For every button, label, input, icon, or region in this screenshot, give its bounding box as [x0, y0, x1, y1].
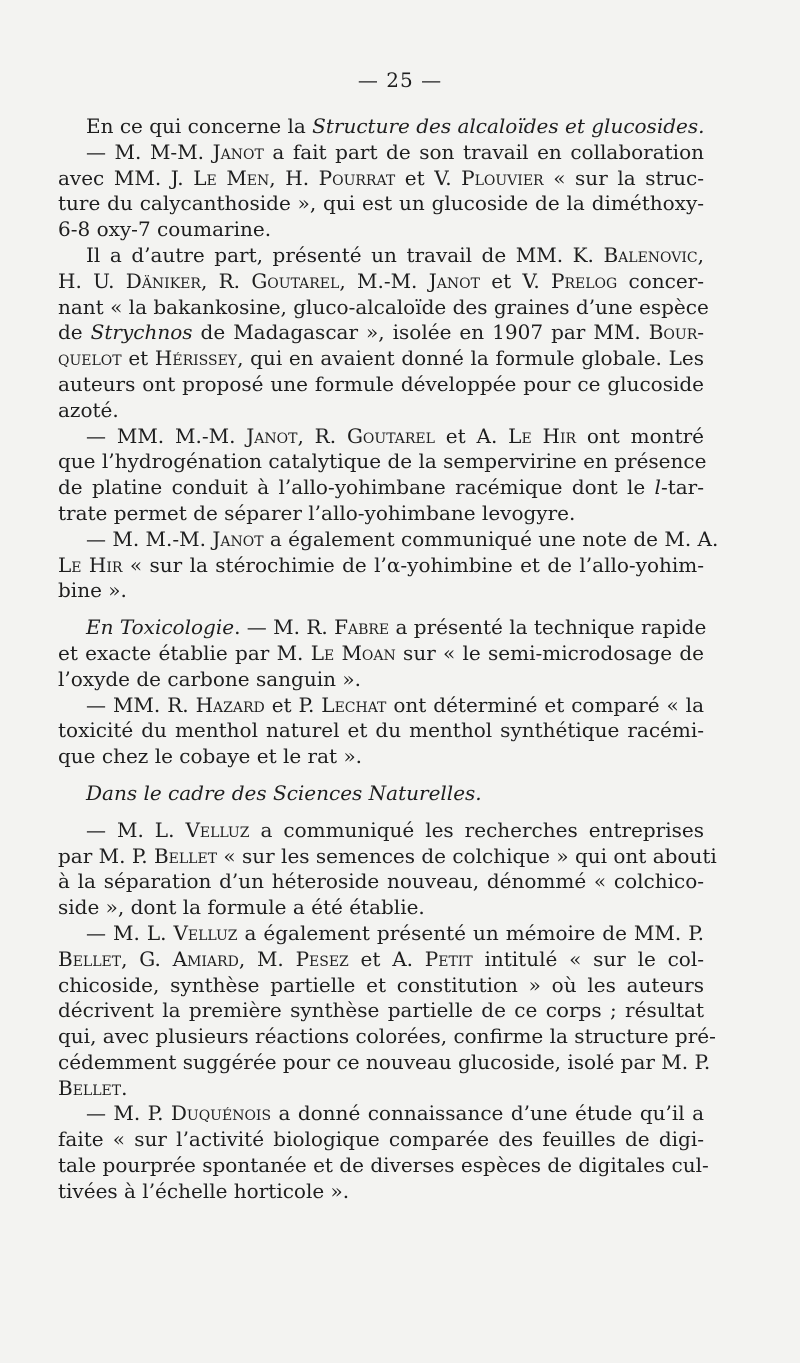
text-run: auteurs ont proposé une formule développée pour ce glucoside: [58, 371, 704, 396]
text-run: de Madagascar », isolée en 1907 par MM.: [192, 320, 649, 345]
text-line: [58, 526, 719, 553]
text-run: que l’hydrogénation catalytique de la sempervirine en présence: [58, 449, 707, 474]
text-line: [58, 947, 704, 973]
text-run: intitulé « sur le col-: [472, 946, 705, 971]
text-run: que chez le cobaye et le rat ».: [58, 744, 363, 769]
text-run: et V.: [395, 165, 462, 190]
author-name: quelot: [58, 346, 122, 371]
text-run: et A.: [434, 423, 509, 448]
author-name: Le Men: [193, 165, 270, 190]
text-run: « sur les semences de colchique » qui ont abouti: [217, 843, 717, 868]
text-run: et V.: [479, 268, 552, 293]
author-name: Petit: [424, 946, 473, 971]
text-run: par M. P.: [58, 843, 154, 868]
text-line: [58, 615, 707, 641]
text-run: — MM. R.: [86, 692, 196, 717]
text-run: qui, avec plusieurs réactions colorées, confirme la structure pré-: [58, 1024, 716, 1049]
text-run: et exacte établie par M.: [58, 640, 311, 665]
author-name: Bour-: [648, 320, 704, 345]
author-name: Prelog: [551, 268, 618, 293]
author-name: Velluz: [185, 817, 250, 842]
text-line: [58, 973, 704, 999]
author-name: Balenovic: [603, 242, 698, 267]
text-run: concer-: [617, 268, 704, 293]
text-run: bine ».: [58, 578, 127, 603]
text-run: et A.: [348, 946, 425, 971]
text-line: [58, 114, 704, 140]
text-run: — M. L.: [86, 817, 186, 842]
italic-text: Dans le cadre des Sciences Naturelles.: [86, 780, 482, 805]
italic-text: Strychnos: [90, 320, 193, 345]
text-run: — M. P.: [86, 1101, 171, 1126]
author-name: Fabre: [334, 615, 390, 640]
text-line: [58, 1153, 709, 1179]
text-line: [58, 398, 704, 424]
author-name: Le Hir: [508, 423, 577, 448]
text-run: et P.: [264, 692, 322, 717]
text-run: « sur la struc-: [543, 165, 704, 190]
author-name: Bellet: [153, 843, 218, 868]
text-run: . — M. R.: [234, 615, 335, 640]
text-line: [58, 501, 704, 527]
text-line: [58, 869, 704, 895]
text-line: [58, 718, 704, 744]
author-name: Bellet: [58, 1075, 122, 1100]
text-run: ont déterminé et comparé « la: [386, 692, 704, 717]
text-line: [58, 346, 704, 372]
author-name: Goutarel: [251, 268, 340, 293]
author-name: Bellet: [58, 946, 122, 971]
text-run: , R.: [297, 423, 347, 448]
author-name: Duquénois: [170, 1101, 272, 1126]
text-run: sur « le semi-microdosage de: [395, 640, 704, 665]
text-line: [58, 693, 704, 719]
text-run: , qui en avaient donné la formule globale. Les: [237, 346, 705, 371]
text-run: , M.-M.: [339, 268, 429, 293]
text-run: avec MM. J.: [58, 165, 194, 190]
text-line: [58, 243, 704, 269]
text-line: [58, 744, 704, 770]
text-run: tale pourprée spontanée et de diverses espèces de digitales cul-: [58, 1153, 709, 1178]
text-run: , M.: [238, 946, 296, 971]
text-run: , H.: [269, 165, 319, 190]
text-run: a présenté la technique rapide: [389, 615, 707, 640]
text-line: [58, 424, 704, 450]
text-run: En ce qui concerne la: [86, 114, 313, 138]
author-name: Le Moan: [310, 640, 396, 665]
author-name: Hérissey: [154, 346, 238, 371]
text-line: [58, 667, 704, 693]
text-run: de: [58, 320, 91, 345]
author-name: Däniker: [125, 268, 201, 293]
text-run: — M. L.: [86, 920, 174, 945]
author-name: Janot: [246, 423, 298, 448]
text-run: faite « sur l’activité biologique comparée des feuilles de digi-: [58, 1127, 704, 1152]
text-run: l’oxyde de carbone sanguin ».: [58, 666, 361, 691]
text-run: décrivent la première synthèse partielle de ce corps ; résultat: [58, 998, 704, 1023]
text-run: azoté.: [58, 397, 119, 422]
text-run: , R.: [200, 268, 252, 293]
text-run: 6-8 oxy-7 coumarine.: [58, 217, 272, 242]
text-run: — M. M.-M.: [86, 526, 213, 551]
text-line: [58, 843, 717, 870]
author-name: Janot: [212, 139, 264, 164]
text-run: à la séparation d’un héteroside nouveau, dénommé « colchico-: [58, 869, 704, 894]
text-run: « sur la stérochimie de l’α-yohimbine et de l’allo-yohim-: [122, 552, 704, 577]
text-run: , G.: [121, 946, 173, 971]
italic-text: Structure des alcaloïdes et glucosides.: [312, 114, 705, 138]
text-run: ont montré: [576, 423, 704, 448]
text-line: [58, 578, 704, 604]
author-name: Pourrat: [318, 165, 396, 190]
text-line: [58, 449, 707, 475]
text-run: H. U.: [58, 268, 126, 293]
body-text: [58, 114, 719, 1205]
text-line: [58, 553, 704, 579]
text-line: [58, 1179, 704, 1205]
author-name: Amiard: [172, 946, 239, 971]
italic-text: En Toxicologie: [86, 615, 235, 640]
text-line: [58, 781, 704, 807]
text-line: [58, 1076, 704, 1102]
text-line: [58, 140, 704, 166]
text-run: — MM. M.-M.: [86, 423, 247, 448]
text-line: [58, 320, 704, 346]
text-run: a fait part de son travail en collaboration: [263, 139, 704, 164]
text-line: [58, 1101, 704, 1127]
author-name: Hazard: [195, 692, 265, 717]
text-run: chicoside, synthèse partielle et constitution » où les auteurs: [58, 972, 704, 997]
text-line: [58, 166, 704, 192]
text-run: -tar-: [660, 475, 704, 500]
page-number: — 25 —: [357, 68, 443, 92]
text-run: tivées à l’échelle horticole ».: [58, 1178, 350, 1203]
text-line: [58, 1024, 716, 1050]
author-name: Janot: [428, 268, 480, 293]
text-line: [58, 269, 704, 295]
author-name: Lechat: [321, 692, 387, 717]
text-line: [58, 921, 704, 947]
text-run: .: [121, 1075, 128, 1100]
text-line: [58, 818, 704, 844]
text-run: a communiqué les recherches entreprises: [249, 817, 704, 842]
text-run: a également communiqué une note de M. A.: [263, 526, 719, 551]
text-run: trate permet de séparer l’allo-yohimbane levogyre.: [58, 500, 576, 525]
text-run: nant « la bakankosine, gluco-alcaloïde des graines d’une espèce: [58, 294, 709, 319]
author-name: Janot: [212, 526, 264, 551]
italic-text: l: [654, 475, 661, 500]
text-line: [58, 998, 704, 1024]
text-run: Il a d’autre part, présenté un travail de MM. K.: [86, 242, 604, 267]
author-name: Velluz: [173, 920, 238, 945]
text-line: [58, 217, 704, 243]
text-run: et: [121, 346, 155, 371]
text-line: [58, 1049, 711, 1076]
author-name: Pesez: [295, 946, 349, 971]
author-name: Le Hir: [58, 552, 123, 577]
text-run: ture du calycanthoside », qui est un glucoside de la diméthoxy-: [58, 191, 704, 216]
text-run: a également présenté un mémoire de MM. P.: [237, 920, 704, 945]
author-name: Goutarel: [346, 423, 435, 448]
text-run: toxicité du menthol naturel et du menthol synthétique racémi-: [58, 718, 704, 743]
author-name: Plouvier: [461, 165, 544, 190]
text-line: [58, 294, 709, 321]
text-run: a donné connaissance d’une étude qu’il a: [271, 1101, 705, 1126]
text-line: [58, 641, 704, 667]
text-line: [58, 372, 704, 398]
text-line: [58, 191, 704, 217]
text-run: — M. M-M.: [86, 139, 213, 164]
text-run: de platine conduit à l’allo-yohimbane racémique dont le: [58, 475, 655, 500]
text-run: side », dont la formule a été établie.: [58, 895, 425, 920]
text-line: [58, 475, 704, 501]
text-line: [58, 1127, 704, 1153]
text-run: cédemment suggérée pour ce nouveau glucoside, isolé par M. P.: [58, 1049, 711, 1074]
text-run: ,: [697, 242, 704, 267]
text-line: [58, 895, 704, 921]
